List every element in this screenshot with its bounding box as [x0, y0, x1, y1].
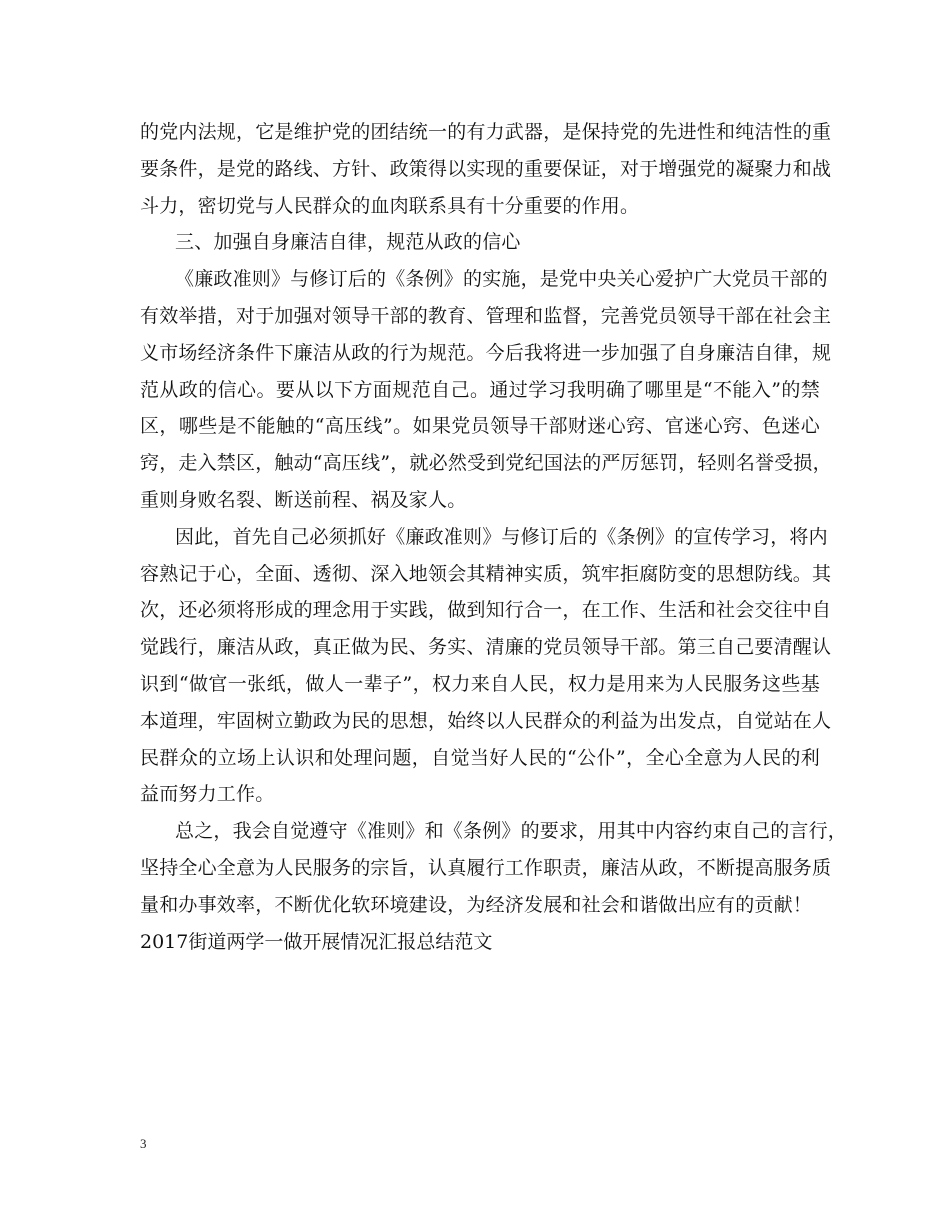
- section-heading: 三、加强自身廉洁自律，规范从政的信心: [175, 231, 521, 254]
- text-line: 益而努力工作。: [140, 783, 275, 806]
- text-line: 斗力，密切党与人民群众的血肉联系具有十分重要的作用。: [140, 194, 640, 217]
- text-line: 本道理，牢固树立勤政为民的思想，始终以人民群众的利益为出发点，自觉站在人: [140, 709, 832, 732]
- text-line: 民群众的立场上认识和处理问题，自觉当好人民的“公仆”，全心全意为人民的利: [140, 746, 820, 769]
- text-line: 容熟记于心，全面、透彻、深入地领会其精神实质，筑牢拒腐防变的思想防线。其: [140, 562, 832, 585]
- text-line: 量和办事效率，不断优化软环境建设，为经济发展和社会和谐做出应有的贡献！: [140, 893, 813, 916]
- text-line: 《廉政准则》与修订后的《条例》的实施，是党中央关心爱护广大党员干部的: [175, 268, 828, 291]
- document-title-line: 2017街道两学一做开展情况汇报总结范文: [140, 930, 493, 953]
- text-line: 义市场经济条件下廉洁从政的行为规范。今后我将进一步加强了自身廉洁自律，规: [140, 341, 832, 364]
- text-line: 总之，我会自觉遵守《准则》和《条例》的要求，用其中内容约束自己的言行，: [175, 820, 848, 843]
- text-line: 觉践行，廉洁从政，真正做为民、务实、清廉的党员领导干部。第三自己要清醒认: [140, 636, 832, 659]
- text-line: 重则身败名裂、断送前程、祸及家人。: [140, 488, 467, 511]
- document-body: [140, 114, 848, 960]
- page-number: 3: [140, 1136, 147, 1151]
- text-line: 因此，首先自己必须抓好《廉政准则》与修订后的《条例》的宣传学习，将内: [175, 525, 828, 548]
- text-line: 有效举措，对于加强对领导干部的教育、管理和监督，完善党员领导干部在社会主: [140, 304, 832, 327]
- text-line: 次，还必须将形成的理念用于实践，做到知行合一，在工作、生活和社会交往中自: [140, 599, 832, 622]
- text-line: 要条件，是党的路线、方针、政策得以实现的重要保证，对于增强党的凝聚力和战: [140, 157, 832, 180]
- text-line: 范从政的信心。要从以下方面规范自己。通过学习我明确了哪里是“不能入”的禁: [140, 378, 820, 401]
- text-line: 窍，走入禁区，触动“高压线”，就必然受到党纪国法的严厉惩罚，轻则名誉受损，: [140, 452, 832, 475]
- text-line: 识到“做官一张纸，做人一辈子”，权力来自人民，权力是用来为人民服务这些基: [140, 672, 820, 695]
- text-line: 的党内法规，它是维护党的团结统一的有力武器，是保持党的先进性和纯洁性的重: [140, 121, 832, 143]
- text-line: 区，哪些是不能触的“高压线”。如果党员领导干部财迷心窍、官迷心窍、色迷心: [140, 415, 820, 438]
- text-line: 坚持全心全意为人民服务的宗旨，认真履行工作职责，廉洁从政，不断提高服务质: [140, 856, 832, 879]
